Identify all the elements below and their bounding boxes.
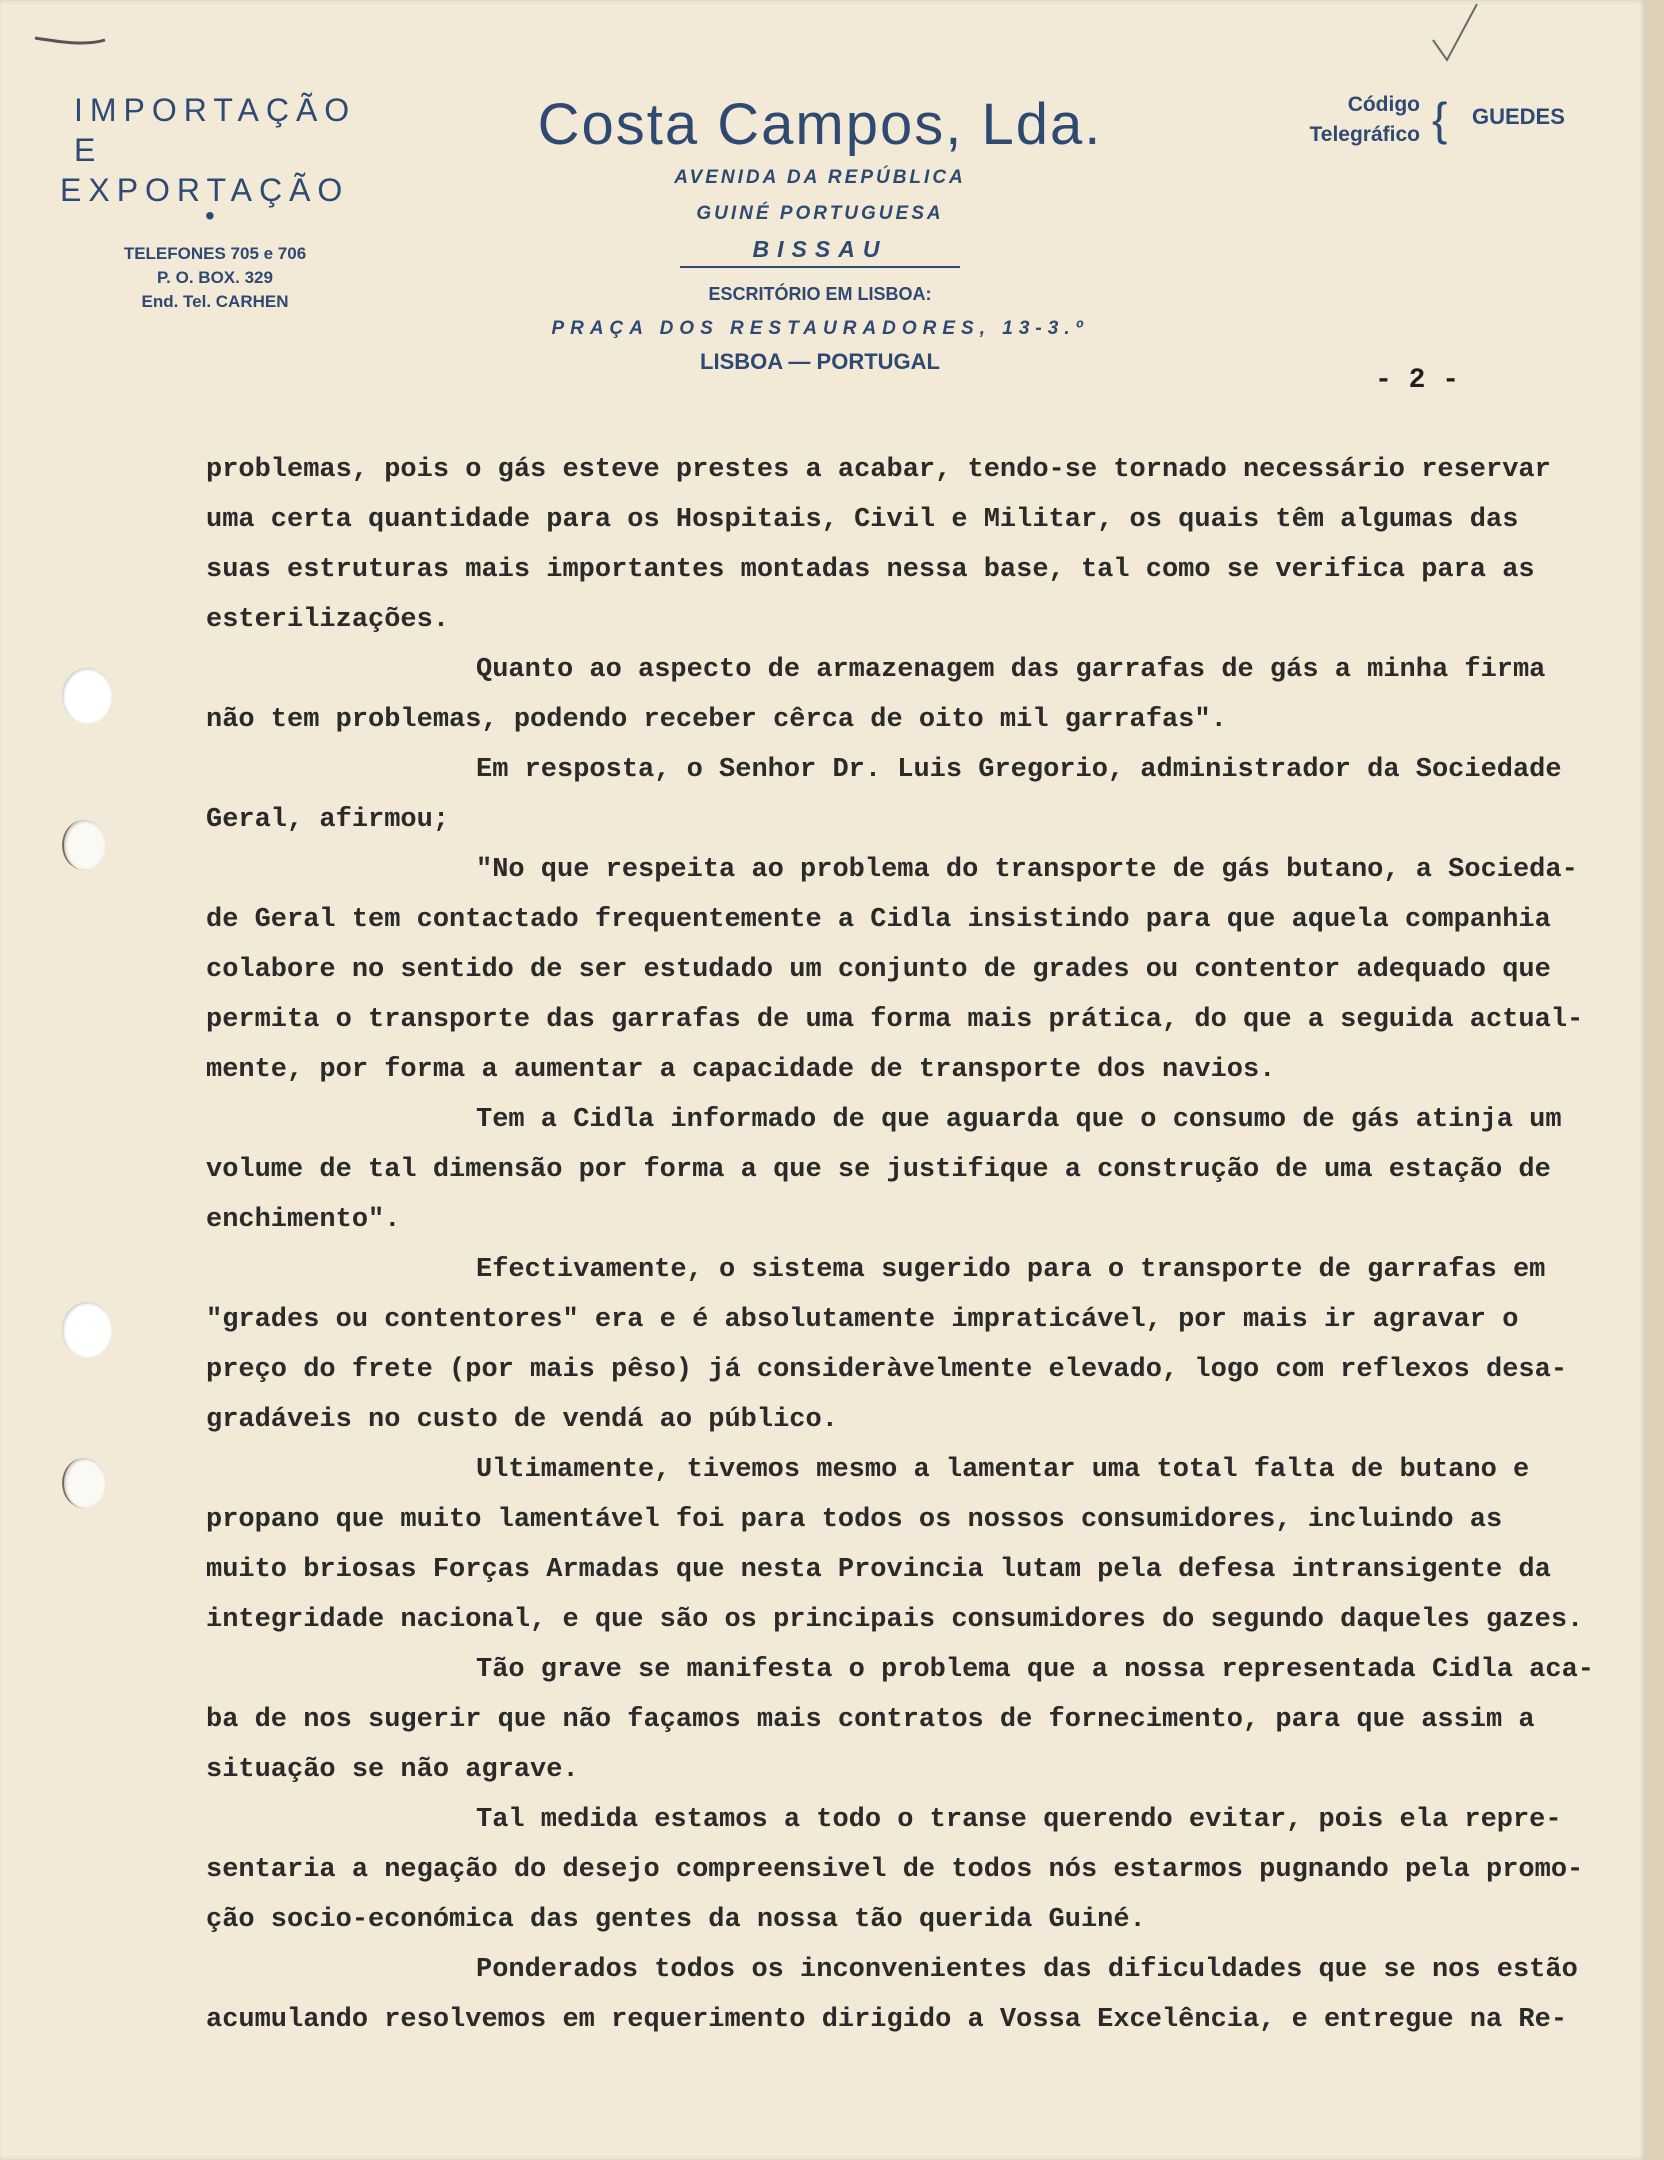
letterhead-rule: [680, 266, 960, 268]
letterhead-telegraph: End. Tel. CARHEN: [141, 292, 289, 311]
body-line: de Geral tem contactado frequentemente a Cidla insistindo para que aquela companhia: [206, 905, 1551, 935]
body-line: ba de nos sugerir que não façamos mais contratos de fornecimento, para que assim a: [206, 1705, 1535, 1735]
punch-hole: [62, 820, 106, 870]
body-line: Ponderados todos os inconvenientes das dificuldades que se nos estão: [476, 1955, 1578, 1985]
page-edge: [1645, 0, 1664, 2160]
body-line: Ultimamente, tivemos mesmo a lamentar uma total falta de butano e: [476, 1455, 1530, 1485]
body-line: propano que muito lamentável foi para todos os nossos consumidores, incluindo as: [206, 1505, 1503, 1535]
body-line: muito briosas Forças Armadas que nesta Provincia lutam pela defesa intransigente da: [206, 1555, 1551, 1585]
body-line: uma certa quantidade para os Hospitais, Civil e Militar, os quais têm algumas das: [206, 505, 1519, 535]
body-line: não tem problemas, podendo receber cêrca de oito mil garrafas".: [206, 705, 1227, 735]
body-line: colabore no sentido de ser estudado um conjunto de grades ou contentor adequado que: [206, 955, 1551, 985]
telegraph-code-label-line1: Código: [1347, 93, 1420, 116]
telegraph-code-label-line2: Telegráfico: [1309, 123, 1420, 146]
company-address-street: AVENIDA DA REPÚBLICA: [674, 167, 966, 188]
body-line: Em resposta, o Senhor Dr. Luis Gregorio, administrador da Sociedade: [476, 755, 1562, 785]
punch-hole: [62, 668, 112, 724]
body-line: suas estruturas mais importantes montadas nessa base, tal como se verifica para as: [206, 555, 1535, 585]
body-line: gradáveis no custo de vendá ao público.: [206, 1405, 838, 1435]
letterhead-import: IMPORTAÇÃO E: [74, 92, 357, 168]
letter-body: [206, 445, 1606, 2045]
body-line: Quanto ao aspecto de armazenagem das garrafas de gás a minha firma: [476, 655, 1546, 685]
body-line: Efectivamente, o sistema sugerido para o transporte de garrafas em: [476, 1255, 1546, 1285]
letterhead-left: [60, 90, 370, 311]
body-line: permita o transporte das garrafas de uma forma mais prática, do que a seguida actual-: [206, 1005, 1584, 1035]
letterhead-phones: TELEFONES 705 e 706: [123, 244, 307, 263]
letterhead-center: [510, 90, 1130, 380]
body-line: esterilizações.: [206, 605, 450, 635]
office-city: LISBOA — PORTUGAL: [700, 349, 940, 374]
punch-hole: [62, 1458, 106, 1508]
body-line: acumulando resolvemos em requerimento dirigido a Vossa Excelência, e entregue na Re-: [206, 2005, 1568, 2035]
body-line: volume de tal dimensão por forma a que se justifique a construção de uma estação de: [206, 1155, 1551, 1185]
body-line: ção socio-económica das gentes da nossa tão querida Guiné.: [206, 1905, 1146, 1935]
body-line: Tal medida estamos a todo o transe querendo evitar, pois ela repre-: [476, 1805, 1562, 1835]
body-line: sentaria a negação do desejo compreensivel de todos nós estarmos pugnando pela promo-: [206, 1855, 1584, 1885]
body-line: situação se não agrave.: [206, 1755, 579, 1785]
check-mark-icon: [1425, 0, 1485, 70]
body-line: problemas, pois o gás esteve prestes a acabar, tendo-se tornado necessário reservar: [206, 455, 1551, 485]
telegraph-code-label: [1270, 90, 1420, 150]
body-line: enchimento".: [206, 1205, 401, 1235]
page-number: - 2 -: [1375, 365, 1460, 396]
body-line: "grades ou contentores" era e é absolutamente impraticável, por mais ir agravar o: [206, 1305, 1519, 1335]
brace-icon: {: [1432, 93, 1448, 145]
body-line: "No que respeita ao problema do transporte de gás butano, a Socieda-: [476, 855, 1578, 885]
letterhead-export: EXPORTAÇÃO: [60, 172, 350, 208]
body-line: Tão grave se manifesta o problema que a nossa representada Cidla aca-: [476, 1655, 1594, 1685]
letterhead-pobox: P. O. BOX. 329: [157, 268, 273, 287]
company-city: BISSAU: [752, 236, 888, 262]
body-line: integridade nacional, e que são os principais consumidores do segundo daqueles gazes.: [206, 1605, 1584, 1635]
body-line: Tem a Cidla informado de que aguarda que o consumo de gás atinja um: [476, 1105, 1562, 1135]
letterhead-bullet: •: [205, 200, 215, 231]
company-name: Costa Campos, Lda.: [537, 92, 1103, 157]
office-address: PRAÇA DOS RESTAURADORES, 13-3.º: [551, 318, 1089, 339]
telegraph-code-value: GUEDES: [1472, 104, 1565, 129]
punch-hole: [62, 1302, 112, 1358]
pencil-mark: [30, 20, 110, 60]
office-label: ESCRITÓRIO EM LISBOA:: [708, 284, 932, 304]
company-address-country: GUINÉ PORTUGUESA: [696, 203, 944, 224]
body-line: mente, por forma a aumentar a capacidade de transporte dos navios.: [206, 1055, 1276, 1085]
letterhead-contact: [110, 242, 320, 314]
body-line: preço do frete (por mais pêso) já consideràvelmente elevado, logo com reflexos desa-: [206, 1355, 1568, 1385]
body-line: Geral, afirmou;: [206, 805, 450, 835]
